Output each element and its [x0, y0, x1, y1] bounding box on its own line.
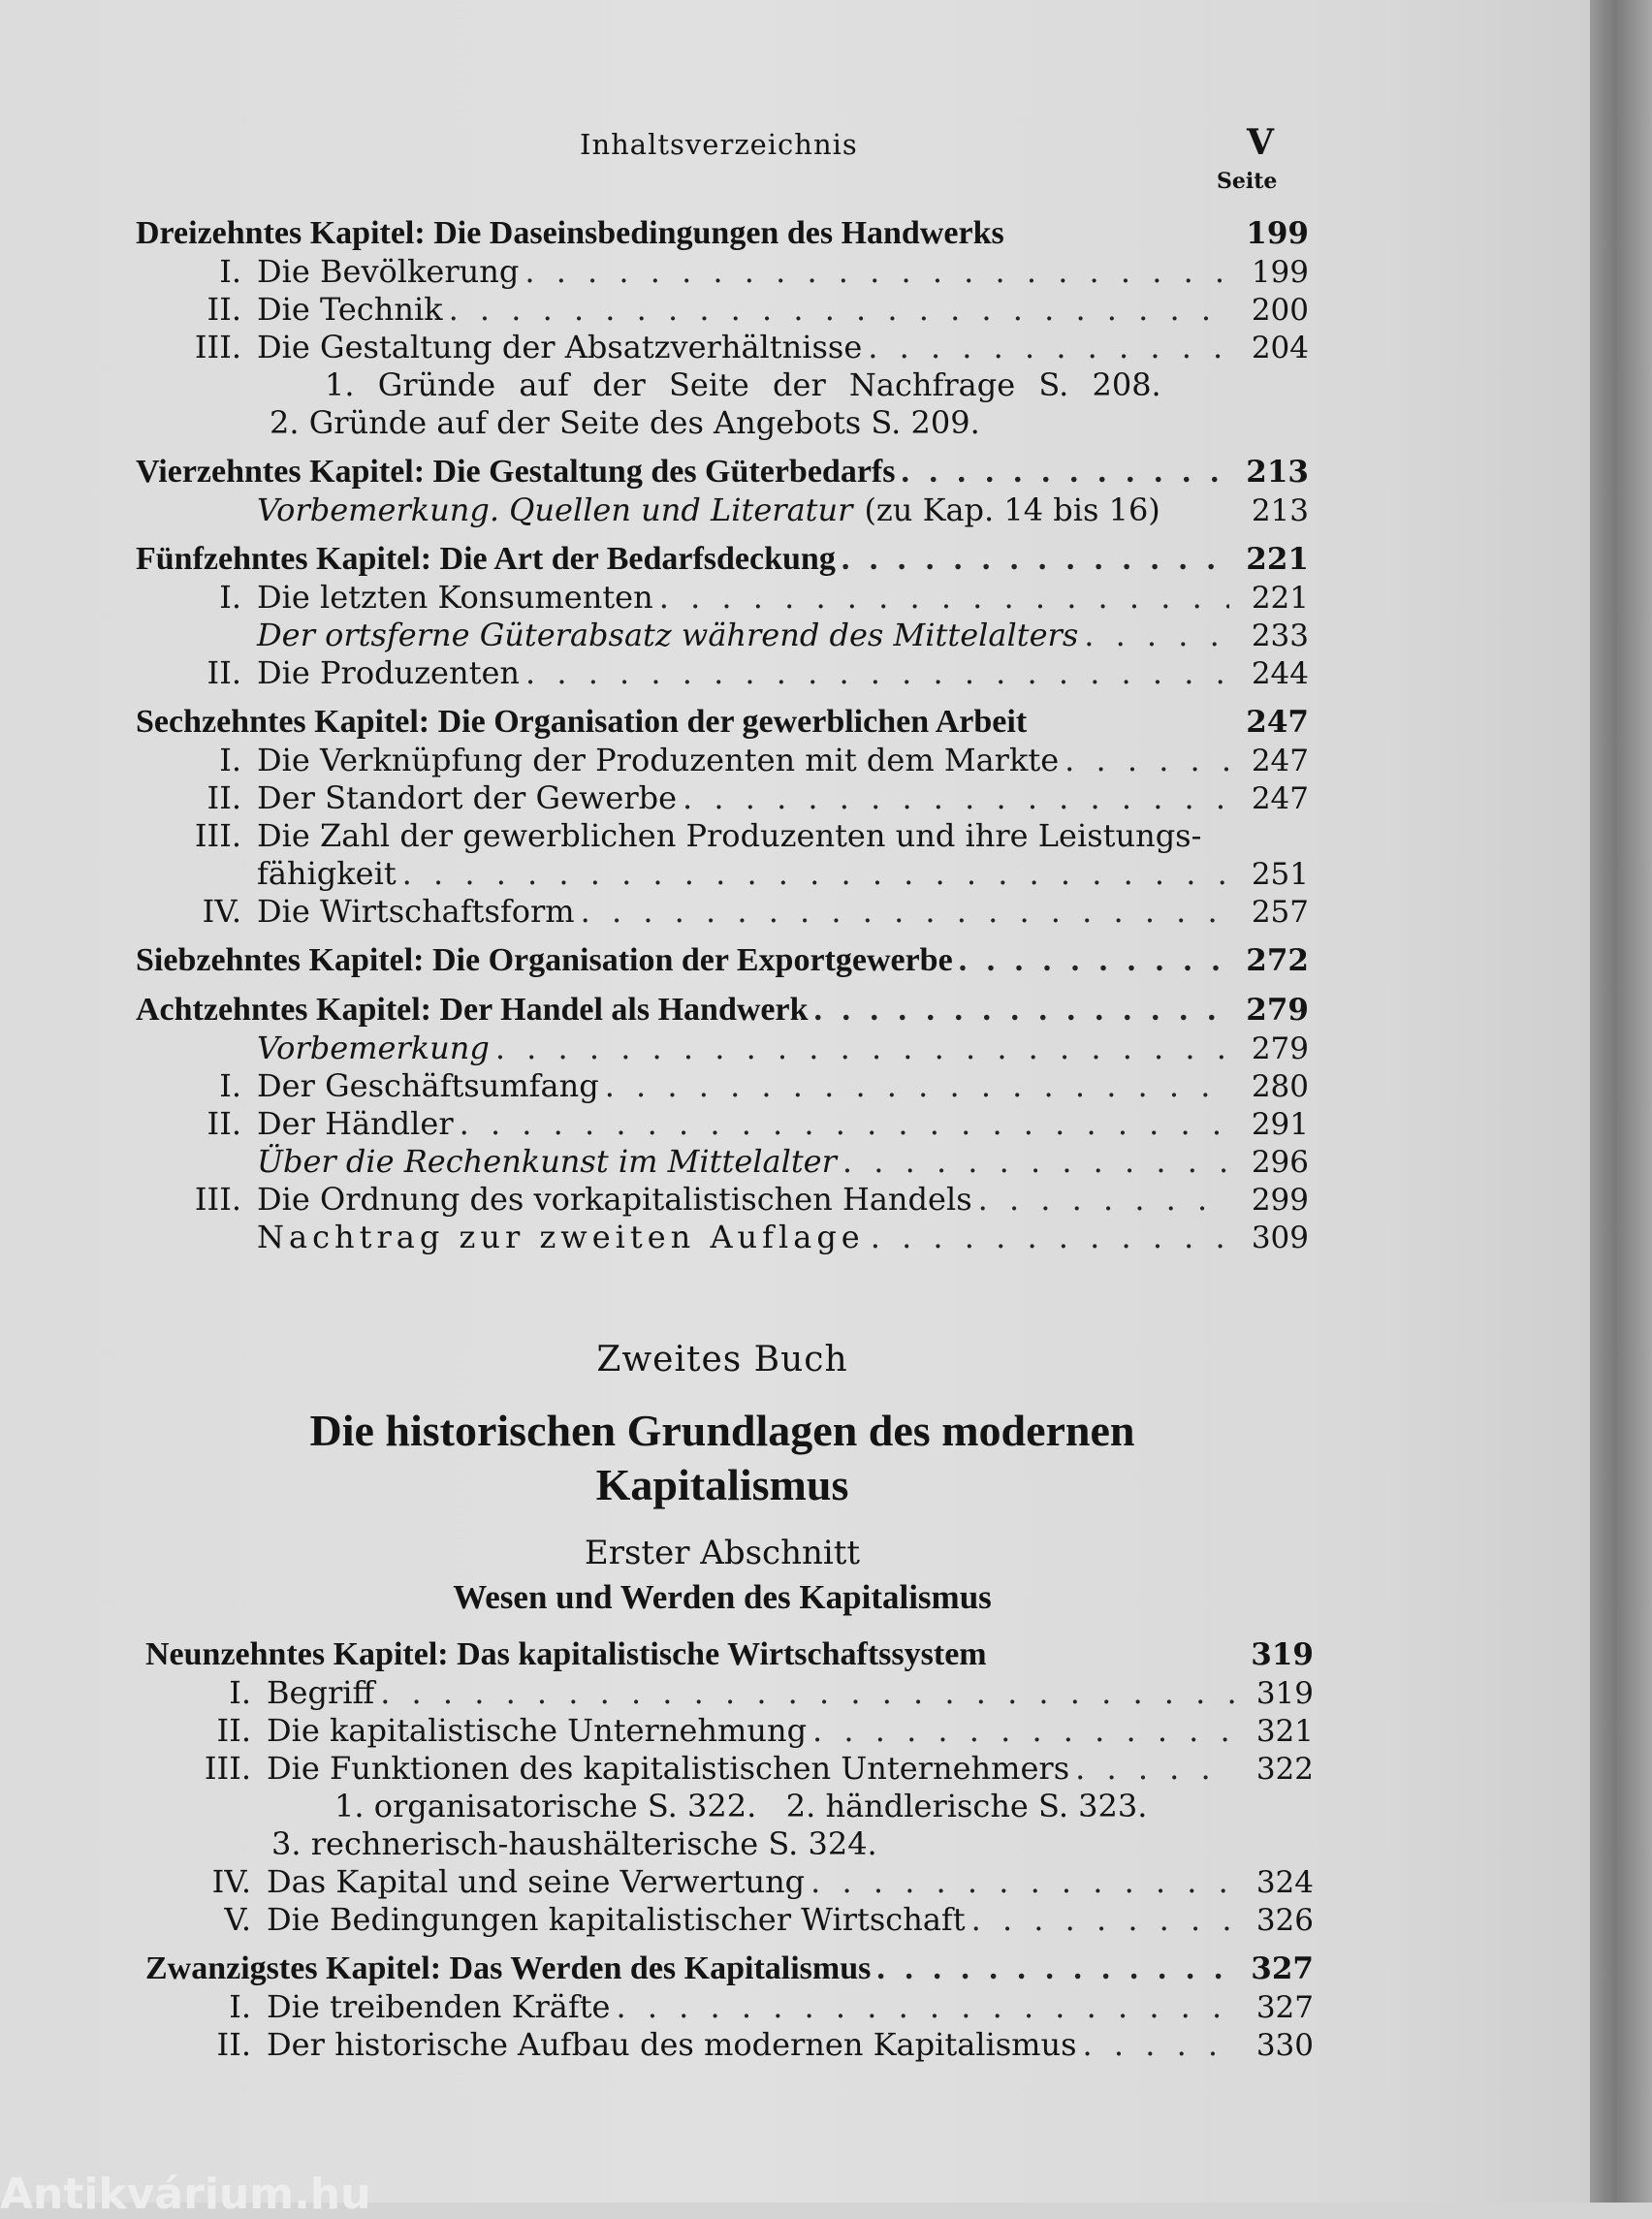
toc-section: II. Der historische Aufbau des modernen Kapitalismus . . . 330 — [145, 2026, 1314, 2064]
table-of-contents-part1 — [136, 204, 1309, 1256]
toc-section: II. Die Technik . . . 200 — [136, 291, 1309, 329]
toc-note: Der ortsferne Güterabsatz während des Mittelalters . . . 233 — [136, 617, 1309, 654]
book-label: Zweites Buch — [596, 1340, 848, 1379]
toc-section: III. Die Ordnung des vorkapitalistischen Handels . . . 299 — [136, 1181, 1309, 1219]
book-title-line2: Kapitalismus — [595, 1460, 849, 1509]
toc-section: I. Begriff . . . 319 — [145, 1674, 1314, 1712]
toc-section: I. Der Geschäftsumfang . . . 280 — [136, 1067, 1309, 1105]
book-title — [136, 1404, 1309, 1512]
toc-subsection-line: 3. rechnerisch-haushälterische S. 324. — [271, 1825, 877, 1862]
toc-chapter-14: Vierzehntes Kapitel: Die Gestaltung des Güterbedarfs . . . 213 — [136, 454, 1309, 491]
toc-section: III. Die Gestaltung der Absatzverhältnisse . . . 204 — [136, 329, 1309, 366]
toc-section: II. Der Standort der Gewerbe . . . 247 — [136, 779, 1309, 817]
toc-section: I. Die Verknüpfung der Produzenten mit dem Markte . . . 247 — [136, 742, 1309, 779]
section-label: Erster Abschnitt — [584, 1534, 861, 1572]
toc-section: I. Die Bevölkerung . . . 199 — [136, 253, 1309, 291]
section-title: Wesen und Werden des Kapitalismus — [453, 1578, 992, 1616]
toc-subsection-line: 2. Gründe auf der Seite des Angebots S. 209. — [270, 404, 980, 441]
toc-section: I. Die treibenden Kräfte . . . 327 — [145, 1988, 1314, 2026]
toc-section: IV. Das Kapital und seine Verwertung . . . 324 — [145, 1863, 1314, 1901]
toc-note: Über die Rechenkunst im Mittelalter . . . 296 — [136, 1143, 1309, 1181]
toc-section-continuation: fähigkeit . . . 251 — [136, 855, 1309, 893]
toc-section: II. Der Händler . . . 291 — [136, 1105, 1309, 1143]
toc-chapter-16: Sechzehntes Kapitel: Die Organisation der gewerblichen Arbeit 247 — [136, 704, 1309, 740]
toc-section: V. Die Bedingungen kapitalistischer Wirtschaft . . . 326 — [145, 1901, 1314, 1939]
toc-section: II. Die Produzenten . . . 244 — [136, 654, 1309, 692]
page-edge-shadow — [1590, 0, 1652, 2203]
page-number: V — [1247, 122, 1274, 163]
toc-subsection-line: 1. Gründe auf der Seite der Nachfrage S. 208. — [325, 366, 1161, 403]
toc-chapter-18: Achtzehntes Kapitel: Der Handel als Handwerk . . . 279 — [136, 992, 1309, 1030]
book-title-line1: Die historischen Grundlagen des modernen — [309, 1406, 1135, 1455]
toc-chapter-20: Zwanzigstes Kapitel: Das Werden des Kapitalismus . . . 327 — [145, 1950, 1314, 1988]
toc-addendum: Nachtrag zur zweiten Auflage . . . 309 — [136, 1219, 1309, 1256]
watermark: Antikvárium.hu — [0, 2170, 371, 2219]
seite-column-label: Seite — [1217, 169, 1278, 194]
toc-section: IV. Die Wirtschaftsform . . . 257 — [136, 893, 1309, 931]
toc-chapter-17: Siebzehntes Kapitel: Die Organisation der Exportgewerbe . . . 272 — [136, 942, 1309, 980]
toc-preliminary-note: Vorbemerkung . . . 279 — [136, 1030, 1309, 1067]
running-title: Inhaltsverzeichnis — [580, 128, 858, 161]
toc-section: III. Die Zahl der gewerblichen Produzenten und ihre Leistungs- — [194, 817, 1202, 854]
toc-chapter-19: Neunzehntes Kapitel: Das kapitalistische Wirtschaftssystem 319 — [145, 1636, 1314, 1672]
toc-section: I. Die letzten Konsumenten . . . 221 — [136, 579, 1309, 617]
toc-section: II. Die kapitalistische Unternehmung . . . 321 — [145, 1712, 1314, 1750]
toc-section: III. Die Funktionen des kapitalistischen Unternehmers . . . 322 — [145, 1750, 1314, 1788]
toc-subsection-line: 1. organisatorische S. 322. 2. händlerische S. 323. — [334, 1788, 1148, 1824]
table-of-contents-part2 — [145, 1625, 1314, 2064]
toc-preliminary-note: Vorbemerkung. Quellen und Literatur (zu Kap. 14 bis 16) 213 — [257, 491, 1309, 528]
toc-chapter-15: Fünfzehntes Kapitel: Die Art der Bedarfsdeckung . . . 221 — [136, 541, 1309, 579]
toc-chapter-13: Dreizehntes Kapitel: Die Daseinsbedingungen des Handwerks 199 — [136, 215, 1309, 251]
